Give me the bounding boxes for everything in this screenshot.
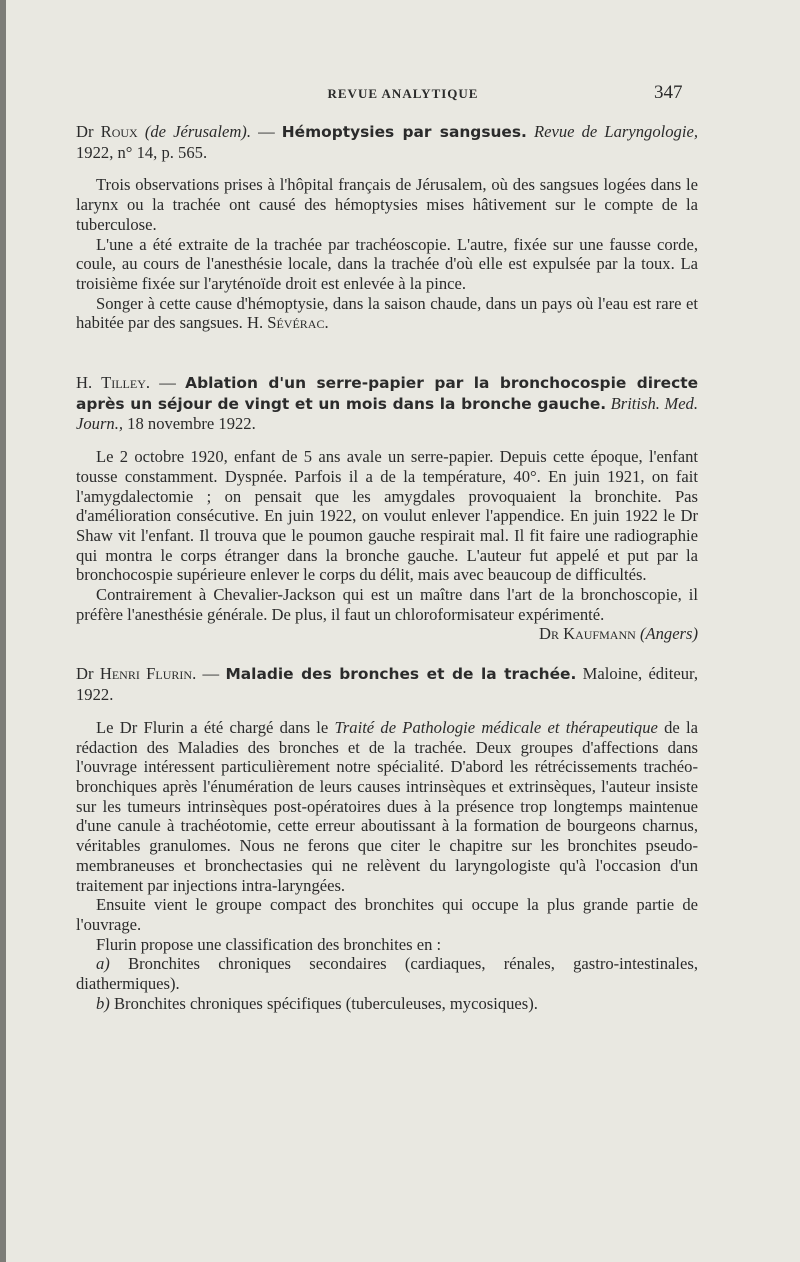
entry-heading (76, 122, 698, 162)
article-title: Ablation d'un serre-papier par la bronchocospie directe après un séjour de vingt et un mois dans la bronche gauche. (76, 374, 699, 413)
running-title: REVUE ANALYTIQUE (327, 86, 479, 101)
paragraph: L'une a été extraite de la trachée par trachéoscopie. L'autre, fixée sur une fausse corde, coule, au cours de l'anesthésie locale, dans la trachée d'où elle est expulsée par la toux. La troisième fixée sur l'aryténoïde droit est enlevée à la pince. (76, 234, 698, 293)
list-label: b) (96, 993, 110, 1013)
list-item (76, 994, 698, 1014)
journal-name: British. Med. Journ., (76, 393, 699, 434)
article-title: Maladie des bronches et de la trachée. (225, 665, 577, 684)
review-entry-tilley (76, 373, 699, 644)
journal-page (6, 0, 800, 1262)
list-item (76, 954, 698, 993)
author-affiliation: (de Jérusalem). (144, 122, 251, 141)
paragraph: Trois observations prises à l'hôpital français de Jérusalem, où des sangsues logées dans le larynx ou la trachée ont causé des hémoptysies mises hâtivement sur le compte de la tuberculose. (76, 175, 698, 234)
list-text: Bronchites chroniques spécifiques (tuberculeuses, mycosiques). (109, 993, 538, 1013)
heading-dash: — (196, 664, 226, 684)
entry-heading (76, 664, 698, 704)
paragraph: Le 2 octobre 1920, enfant de 5 ans avale un serre-papier. Depuis cette époque, l'enfant tousse constamment. Dyspnée. Parfois il a de la température, 40°. En juin 1921, on fait l'amygdalectomie ; on pensait que les amygdales provoquaient la bronchite. Pas d'amélioration consécutive. En juin 1922, on voulut enlever l'appendice. En juin 1922 le Dr Shaw vit l'enfant. Il trouva que le poumon gauche respirait mal. Il fit faire une radiographie qui montra le corps étranger dans la bronche gauche. L'auteur fut appelé et put par la bronchocospie supérieure enlever le corps du délit, mais avec beaucoup de difficultés. (76, 447, 698, 585)
paragraph-text: Le Dr Flurin a été chargé dans le (96, 717, 335, 737)
article-title: Hémoptysies par sangsues. (281, 123, 527, 141)
paragraph-text: Songer à cette cause d'hémoptysie, dans la saison chaude, dans un pays où l'eau est rare et habitée par des sangsues. (76, 293, 698, 333)
paragraph (76, 294, 698, 333)
reviewer-signature (519, 624, 698, 644)
page-header (6, 82, 800, 106)
reviewer-signature: H. Sévérac. (246, 313, 329, 333)
author-name: H. Tilley. (76, 373, 151, 393)
paragraph-text: Contrairement à Chevalier-Jackson qui est un maître dans l'art de la bronchoscopie, il préfère l'anesthésie générale. De plus, il faut un chloroformisateur expérimenté. (76, 585, 698, 624)
paragraph (76, 585, 698, 644)
heading-dash: — (250, 122, 282, 141)
list-text: Bronchites chroniques secondaires (cardiaques, rénales, gastro-intestinales, diathermiques). (76, 954, 698, 994)
author-name: Roux (100, 122, 138, 141)
author-name: Henri Flurin. (99, 664, 197, 684)
book-title: Traité de Pathologie médicale et thérapeutique (334, 717, 658, 737)
reviewer-name: Dr Kaufmann (538, 624, 636, 644)
page-number: 347 (654, 82, 683, 103)
author-prefix: Dr (76, 664, 94, 684)
review-entry-roux (76, 122, 698, 333)
journal-name: Revue de Laryngologie, (534, 122, 698, 141)
paragraph (76, 718, 698, 895)
heading-dash: — (150, 373, 186, 393)
paragraph-text: de la rédaction des Maladies des bronches et de la trachée. Deux groupes d'affections dans l'ouvrage intéressent particulièrement notre spécialité. D'abord les rétrécissements trachéo-bronchiques après l'énumération de leurs causes intrinsèques et extrinsèques, l'auteur insiste sur les tumeurs intrinsèques post-opératoires dues à la présence trop longtemps maintenue d'une canule à trachéotomie, cette erreur aboutissant à la formation de bourgeons charnus, véritables granulomes. Nous ne ferons que citer le chapitre sur les bronchites pseudo-membraneuses et bronchectasies qui ne relèvent du laryngologiste qu'à l'occasion d'un traitement par injections intra-laryngées. (76, 717, 699, 895)
entry-heading (76, 373, 698, 434)
review-entry-flurin (76, 664, 698, 1013)
paragraph: Ensuite vient le groupe compact des bronchites qui occupe la plus grande partie de l'ouvrage. (76, 895, 698, 934)
author-prefix: Dr (76, 122, 94, 141)
reviewer-place: (Angers) (639, 624, 698, 644)
paragraph: Flurin propose une classification des bronchites en : (96, 934, 442, 954)
page-content (76, 122, 698, 1053)
publisher-ref: Maloine, éditeur, 1922. (76, 664, 698, 705)
journal-ref: 1922, n° 14, p. 565. (76, 142, 208, 162)
list-label: a) (96, 954, 110, 974)
journal-ref: 18 novembre 1922. (123, 414, 256, 434)
